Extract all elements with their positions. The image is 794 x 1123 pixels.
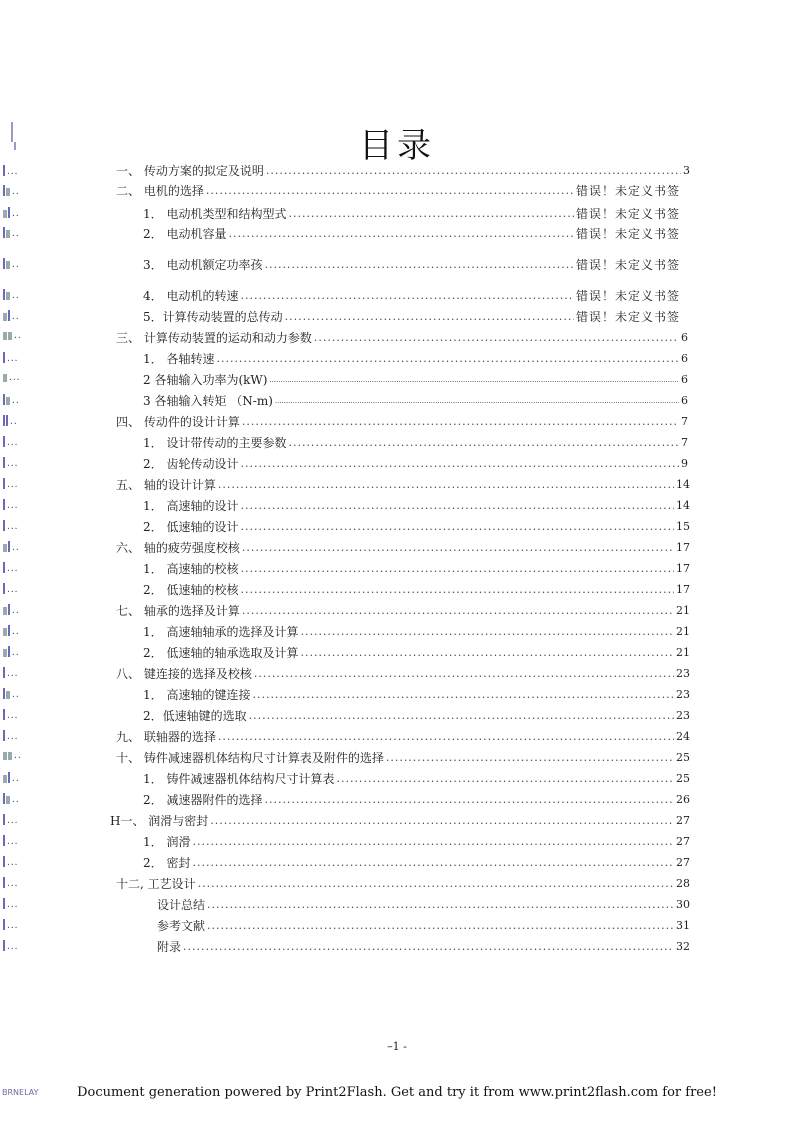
toc-leader	[240, 289, 574, 303]
toc-leader	[206, 184, 574, 198]
toc-leader	[228, 227, 574, 241]
toc-entry-text: 十、 铸件减速器机体结构尺寸计算表及附件的选择	[116, 751, 384, 765]
toc-entry-text: 七、 轴承的选择及计算	[116, 604, 240, 618]
toc-entry-text: 1． 设计带传动的主要参数	[143, 436, 287, 450]
toc-leader	[192, 856, 674, 870]
margin-mark: ...	[3, 373, 25, 385]
toc-entry[interactable]	[116, 600, 690, 618]
toc-entry-page: 28	[676, 877, 690, 890]
toc-entry-page: 17	[676, 583, 690, 596]
toc-entry-page: 6	[681, 394, 688, 407]
toc-entry-text: 1． 各轴转速	[143, 352, 215, 366]
toc-entry-page: 30	[676, 898, 690, 911]
toc-entry-text: 2． 齿轮传动设计	[143, 457, 239, 471]
toc-entry[interactable]	[143, 203, 680, 221]
toc-entry[interactable]	[143, 495, 690, 513]
toc-entry-page: 6	[681, 373, 688, 386]
toc-entry[interactable]	[143, 852, 690, 870]
toc-entry-text: 五、 轴的设计计算	[116, 478, 216, 492]
toc-leader	[242, 541, 674, 555]
toc-entry[interactable]	[116, 873, 690, 891]
margin-mark: ...	[3, 520, 25, 532]
toc-entry-page: 错误！未定义书签	[575, 258, 680, 272]
toc-entry-text: 附录	[157, 940, 182, 954]
toc-entry-page: 错误！未定义书签	[575, 184, 680, 198]
margin-mark: ...	[3, 667, 25, 679]
toc-leader	[300, 646, 674, 660]
toc-entry-page: 26	[676, 793, 690, 806]
margin-mark: ..	[3, 625, 25, 637]
margin-mark: ...	[3, 165, 25, 177]
margin-mark: ..	[3, 289, 25, 301]
toc-leader	[269, 373, 679, 387]
toc-entry-text: 四、 传动件的设计计算	[116, 415, 240, 429]
toc-entry-text: 八、 键连接的选择及校核	[116, 667, 252, 681]
toc-entry-page: 14	[676, 499, 690, 512]
toc-leader	[218, 730, 674, 744]
toc-leader	[218, 478, 674, 492]
margin-mark: ..	[3, 331, 25, 343]
margin-mark: ..	[3, 688, 25, 700]
toc-entry[interactable]	[143, 642, 690, 660]
margin-mark: ..	[3, 541, 25, 553]
toc-entry[interactable]	[116, 160, 690, 178]
toc-entry-page: 21	[676, 625, 690, 638]
toc-leader	[192, 835, 674, 849]
toc-leader	[242, 415, 679, 429]
toc-entry-page: 27	[676, 835, 690, 848]
toc-entry-text: 2． 电动机容量	[143, 227, 227, 241]
margin-mark: ...	[3, 814, 25, 826]
toc-entry-page: 7	[681, 415, 688, 428]
toc-entry-page: 25	[676, 751, 690, 764]
toc-entry-text: 设计总结	[157, 898, 206, 912]
toc-leader	[252, 688, 674, 702]
toc-entry[interactable]	[143, 705, 690, 723]
margin-mark: ...	[3, 730, 25, 742]
toc-entry-page: 14	[676, 478, 690, 491]
toc-entry-page: 21	[676, 646, 690, 659]
toc-entry-page: 6	[681, 352, 688, 365]
margin-mark: ...	[3, 583, 25, 595]
toc-entry-page: 错误！未定义书签	[575, 289, 680, 303]
toc-leader	[254, 667, 674, 681]
toc-leader	[198, 877, 674, 891]
toc-entry-page: 错误！未定义书签	[575, 227, 680, 241]
toc-entry-page: 23	[676, 709, 690, 722]
toc-entry-text: 2． 低速轴的轴承选取及计算	[143, 646, 299, 660]
toc-leader	[240, 499, 674, 513]
toc-leader	[275, 394, 679, 408]
toc-leader	[242, 604, 674, 618]
toc-entry-page: 24	[676, 730, 690, 743]
toc-entry-text: 1． 高速轴轴承的选择及计算	[143, 625, 299, 639]
toc-entry[interactable]	[116, 537, 690, 555]
toc-entry-text: 1． 高速轴的设计	[143, 499, 239, 513]
toc-entry-text: H一、 润滑与密封	[110, 814, 209, 828]
toc-entry[interactable]	[143, 432, 688, 450]
toc-entry-text: 1． 润滑	[143, 835, 191, 849]
margin-mark: ..	[3, 258, 25, 270]
toc-entry-text: 1． 高速轴的键连接	[143, 688, 251, 702]
toc-entry-text: 3 各轴输入转矩 （N-m)	[143, 394, 273, 408]
margin-mark: ...	[3, 352, 25, 364]
margin-mark: ..	[3, 227, 25, 239]
margin-mark: ..	[3, 751, 25, 763]
toc-leader	[386, 751, 674, 765]
footer-notice: Document generation powered by Print2Flash. Get and try it from www.print2flash.com for free!	[77, 1085, 717, 1100]
toc-entry[interactable]	[143, 254, 680, 272]
toc-entry-text: 4． 电动机的转速	[143, 289, 239, 303]
toc-leader	[264, 793, 674, 807]
toc-leader	[264, 258, 574, 272]
toc-entry[interactable]	[116, 327, 688, 345]
toc-entry[interactable]	[143, 789, 690, 807]
toc-entry-page: 27	[676, 856, 690, 869]
toc-entry-page: 17	[676, 541, 690, 554]
toc-entry[interactable]	[143, 684, 690, 702]
toc-entry[interactable]	[143, 621, 690, 639]
margin-mark: ...	[3, 919, 25, 931]
toc-entry[interactable]	[116, 180, 680, 198]
margin-mark: ...	[3, 562, 25, 574]
toc-entry[interactable]	[143, 768, 690, 786]
print2flash-logo: BRNELAY	[2, 1088, 39, 1097]
margin-mark: ...	[3, 478, 25, 490]
toc-entry[interactable]	[143, 285, 680, 303]
toc-entry-page: 9	[681, 457, 688, 470]
toc-entry[interactable]	[116, 474, 690, 492]
toc-entry[interactable]	[143, 390, 688, 408]
toc-entry-text: 参考文献	[157, 919, 206, 933]
toc-leader	[285, 310, 574, 324]
toc-entry-page: 23	[676, 667, 690, 680]
margin-mark: ...	[3, 835, 25, 847]
toc-entry[interactable]	[143, 831, 690, 849]
toc-entry[interactable]	[143, 516, 690, 534]
toc-leader	[336, 772, 674, 786]
toc-entry[interactable]	[143, 223, 680, 241]
toc-entry-text: 六、 轴的疲劳强度校核	[116, 541, 240, 555]
toc-leader	[240, 457, 679, 471]
toc-entry-page: 错误！未定义书签	[575, 207, 680, 221]
toc-entry-page: 15	[676, 520, 690, 533]
toc-entry-text: 5．计算传动装置的总传动	[143, 310, 283, 324]
toc-leader	[240, 562, 674, 576]
toc-entry-text: 2 各轴输入功率为(kW)	[143, 373, 268, 387]
margin-mark: ...	[3, 457, 25, 469]
toc-entry-text: 3． 电动机额定功率孩	[143, 258, 263, 272]
toc-entry[interactable]	[157, 915, 690, 933]
toc-entry-page: 21	[676, 604, 690, 617]
toc-entry-text: 2． 低速轴的设计	[143, 520, 239, 534]
toc-entry-text: 九、 联轴器的选择	[116, 730, 216, 744]
toc-leader	[288, 436, 679, 450]
margin-mark: ..	[3, 185, 25, 197]
toc-leader	[240, 520, 674, 534]
toc-leader	[183, 940, 674, 954]
toc-entry-text: 1． 铸件减速器机体结构尺寸计算表	[143, 772, 335, 786]
margin-mark: ..	[3, 207, 25, 219]
toc-leader	[240, 583, 674, 597]
page-number: –1 -	[387, 1040, 407, 1053]
toc-entry[interactable]	[157, 936, 690, 954]
toc-leader	[216, 352, 679, 366]
toc-leader	[207, 898, 674, 912]
margin-mark: ..	[3, 604, 25, 616]
toc-entry-text: 一、 传动方案的拟定及说明	[116, 164, 264, 178]
toc-leader	[266, 164, 681, 178]
toc-leader	[210, 814, 674, 828]
toc-leader	[249, 709, 674, 723]
margin-mark: ...	[3, 499, 25, 511]
toc-entry[interactable]	[143, 369, 688, 387]
toc-leader	[300, 625, 674, 639]
toc-entry-page: 3	[683, 164, 690, 177]
toc-entry-page: 31	[676, 919, 690, 932]
toc-entry-page: 7	[681, 436, 688, 449]
toc-entry[interactable]	[116, 726, 690, 744]
toc-leader	[207, 919, 674, 933]
margin-mark: ...	[3, 856, 25, 868]
toc-entry-page: 17	[676, 562, 690, 575]
toc-entry-text: 2． 减速器附件的选择	[143, 793, 263, 807]
toc-entry[interactable]	[143, 558, 690, 576]
toc-entry[interactable]	[157, 894, 690, 912]
margin-mark: ..	[3, 415, 25, 427]
toc-entry[interactable]	[143, 348, 688, 366]
toc-entry[interactable]	[143, 306, 680, 324]
margin-mark: ...	[3, 940, 25, 952]
margin-mark: ..	[3, 772, 25, 784]
toc-entry-text: 三、 计算传动装置的运动和动力参数	[116, 331, 312, 345]
toc-entry-page: 错误！未定义书签	[575, 310, 680, 324]
margin-mark: ..	[3, 394, 25, 406]
page-title: 目录	[359, 126, 435, 166]
toc-entry[interactable]	[143, 453, 688, 471]
toc-entry[interactable]	[116, 747, 690, 765]
toc-entry-text: 2． 密封	[143, 856, 191, 870]
toc-entry-text: 十二, 工艺设计	[116, 877, 196, 891]
toc-entry-text: 2． 低速轴的校核	[143, 583, 239, 597]
margin-mark: ...	[3, 877, 25, 889]
toc-leader	[314, 331, 679, 345]
toc-entry-text: 1． 电动机类型和结构型式	[143, 207, 287, 221]
margin-mark: ..	[3, 646, 25, 658]
margin-mark: ..	[3, 310, 25, 322]
toc-entry-text: 二、 电机的选择	[116, 184, 204, 198]
margin-mark: ..	[3, 793, 25, 805]
toc-entry-page: 25	[676, 772, 690, 785]
toc-entry-page: 32	[676, 940, 690, 953]
toc-entry[interactable]	[116, 663, 690, 681]
toc-entry[interactable]	[116, 411, 688, 429]
toc-entry-page: 6	[681, 331, 688, 344]
toc-entry-page: 27	[676, 814, 690, 827]
toc-leader	[288, 207, 574, 221]
margin-mark: ...	[3, 709, 25, 721]
margin-mark: ...	[3, 898, 25, 910]
toc-entry-page: 23	[676, 688, 690, 701]
toc-entry[interactable]	[143, 579, 690, 597]
toc-entry[interactable]	[110, 810, 690, 828]
toc-entry-text: 2．低速轴键的选取	[143, 709, 247, 723]
margin-mark: ...	[3, 436, 25, 448]
toc-entry-text: 1． 高速轴的校核	[143, 562, 239, 576]
